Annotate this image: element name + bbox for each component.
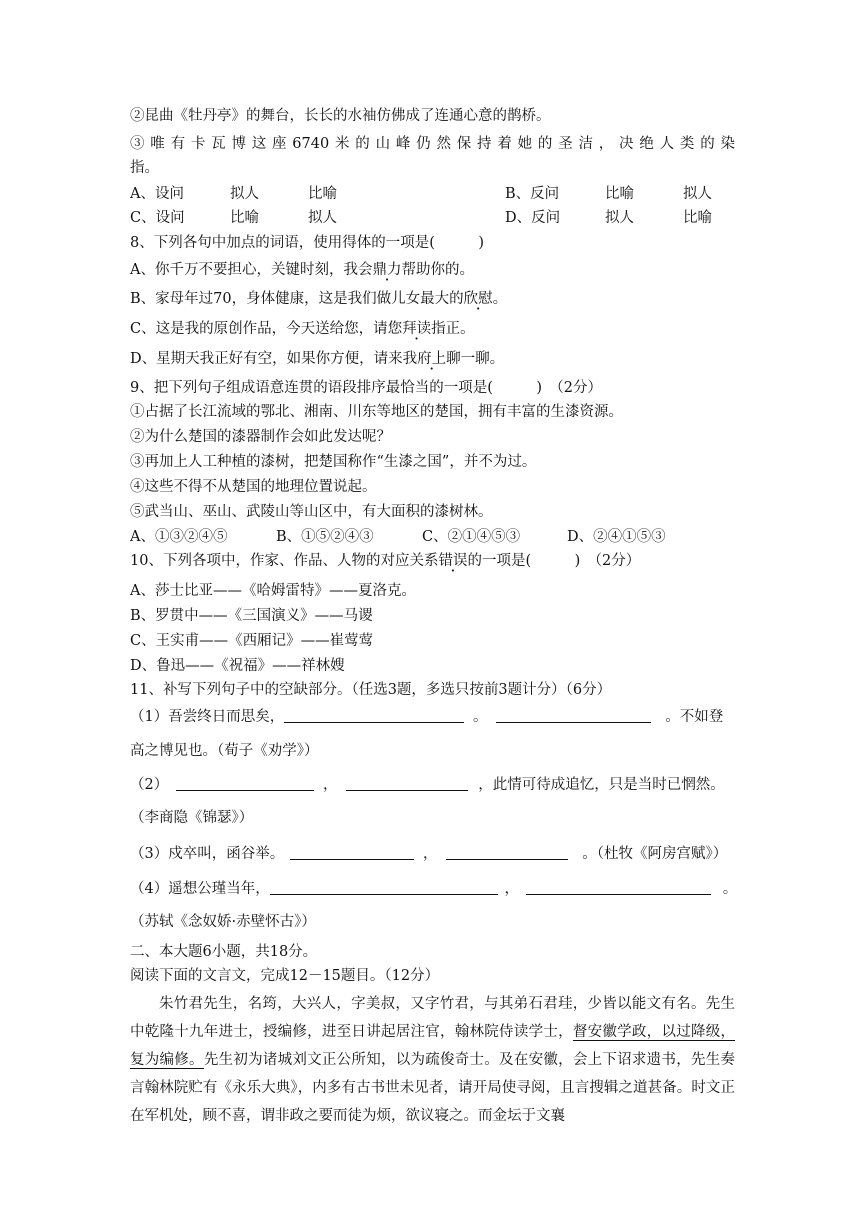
q7-sentence-2: ②昆曲《牡丹亭》的舞台，长长的水袖仿佛成了连通心意的鹊桥。	[130, 108, 551, 124]
q11-2-end: ，此情可待成追忆，只是当时已惘然。	[478, 777, 725, 793]
q9-sentence-2: ②为什么楚国的漆器制作会如此发达呢？	[130, 429, 391, 445]
classical-chinese-passage	[130, 990, 735, 1130]
q8-stem: 8、下列各句中加点的词语，使用得体的一项是( )	[130, 235, 485, 251]
q8-d-dotted-word: 府上	[417, 351, 447, 367]
q11-4-prompt: （4）遥想公瑾当年，	[130, 881, 270, 897]
q7-option-b-3: 拟人	[683, 186, 712, 202]
q8-option-b	[130, 289, 507, 309]
q9-sentence-1: ①占据了长江流域的鄂北、湘南、川东等地区的楚国，拥有丰富的生漆资源。	[130, 404, 623, 420]
q11-item-4-source: （苏轼《念奴娇·赤壁怀古》）	[130, 914, 316, 930]
q11-3-sep: ，	[422, 846, 438, 862]
q7-option-c-3: 拟人	[308, 210, 337, 226]
q11-item-2	[130, 775, 725, 795]
q9-option-c: C、②①④⑤③	[422, 529, 521, 545]
q7-sentence-3-cont: 指。	[130, 160, 159, 176]
q8-option-c	[130, 319, 475, 339]
q9-option-a: A、①③②④⑤	[130, 529, 228, 545]
q10-stem	[130, 551, 640, 571]
q7-option-c-2: 比喻	[230, 210, 259, 226]
q11-1-blank-1[interactable]	[284, 707, 464, 723]
q8-option-a	[130, 260, 474, 280]
q7-option-c: C、设问	[130, 210, 185, 226]
q7-option-d-3: 比喻	[683, 210, 712, 226]
q11-1-blank-2[interactable]	[496, 707, 651, 723]
q7-option-a: A、设问	[130, 186, 184, 202]
q8-b-dotted-word: 欣慰	[463, 291, 493, 307]
q11-3-end: 。（杜牧《阿房宫赋》）	[582, 846, 728, 862]
q7-option-b-2: 比喻	[605, 186, 634, 202]
q11-3-prompt: （3）戍卒叫，函谷举。	[130, 846, 285, 862]
q11-4-blank-1[interactable]	[270, 879, 498, 895]
q11-item-2-source: （李商隐《锦瑟》）	[130, 810, 254, 826]
q9-sentence-4: ④这些不得不从楚国的地理位置说起。	[130, 479, 377, 495]
q7-option-a-3: 比喻	[308, 186, 337, 202]
q11-item-1	[130, 707, 723, 727]
q8-c-text-end: 指正。	[431, 321, 475, 337]
q11-stem: 11、补写下列句子中的空缺部分。（任选3题，多选只按前3题计分）（6分）	[130, 682, 612, 698]
q11-2-prompt: （2）	[130, 777, 169, 793]
q8-a-text: A、你千万不要担心，关键时刻，我会	[130, 262, 373, 278]
q8-a-text-end: 帮助你的。	[401, 262, 474, 278]
q10-dotted-word: 错误	[438, 553, 468, 569]
q8-d-text-end: 聊一聊。	[446, 351, 505, 367]
q10-option-a: A、莎士比亚——《哈姆雷特》——夏洛克。	[130, 583, 416, 599]
q8-b-text-end: 。	[492, 291, 508, 307]
q11-4-sep: ，	[504, 881, 519, 897]
section-2-title: 二、本大题6小题，共18分。	[130, 944, 318, 960]
q11-2-sep: ，	[322, 777, 338, 793]
q11-item-1-source: 高之博见也。（荀子《劝学》）	[130, 743, 319, 759]
q11-item-4	[130, 879, 737, 899]
passage-text-1: 朱竹君先生，名筠，大兴人，字美叔，又字竹君，与其弟石君珪，少皆以能文有名。先生中乾隆十九年进士，授编修，进至日讲起居注官，翰林院侍读学士，	[130, 996, 735, 1040]
q11-1-prompt: （1）吾尝终日而思矣，	[130, 709, 285, 725]
q8-c-text: C、这是我的原创作品，今天送给您，请您	[130, 321, 403, 337]
q7-option-a-2: 拟人	[230, 186, 259, 202]
q11-2-blank-2[interactable]	[346, 775, 468, 791]
q11-3-blank-2[interactable]	[446, 844, 568, 860]
passage-text-2: 先生初为诸城刘文正公所知，以为疏俊奇士。及在安徽，会上下诏求遗书，先生奏言翰林院贮有《永乐大典》，内多有古书世未见者，请开局使寻阅，且言搜辑之道甚备。时文正在军机处，顾不喜，谓非政之要而徒为烦，欲议寝之。而金坛于文襄	[130, 1052, 735, 1124]
q8-a-dotted-word: 鼎力	[372, 262, 402, 278]
q9-option-d: D、②④①⑤③	[567, 529, 666, 545]
q11-1-sep: 。	[472, 709, 488, 725]
q7-sentence-3: ③唯有卡瓦博这座6740米的山峰仍然保持着她的圣洁，决绝人类的染	[130, 136, 735, 152]
q9-option-b: B、①⑤②④③	[276, 529, 374, 545]
passage-underlined-sentence: 督安徽学政，以过降级，复为编修。	[130, 1024, 735, 1068]
q8-c-dotted-word: 拜读	[402, 321, 432, 337]
q11-4-end: 。	[722, 881, 738, 897]
q10-option-d: D、鲁迅——《祝福》——祥林嫂	[130, 658, 345, 674]
q9-sentence-5: ⑤武当山、巫山、武陵山等山区中，有大面积的漆树林。	[130, 504, 493, 520]
q9-stem: 9、把下列句子组成语意连贯的语段排序最恰当的一项是( ) （2分）	[130, 380, 603, 396]
q11-4-blank-2[interactable]	[526, 879, 711, 895]
q10-option-b: B、罗贯中——《三国演义》——马谡	[130, 608, 373, 624]
section-2-intro: 阅读下面的文言文，完成12－15题目。（12分）	[130, 968, 440, 984]
q7-option-d: D、反问	[505, 210, 561, 226]
q7-option-d-2: 拟人	[605, 210, 634, 226]
q11-item-3	[130, 844, 727, 864]
q10-stem-end: 的一项是( ) （2分）	[467, 553, 641, 569]
q10-option-c: C、王实甫——《西厢记》——崔莺莺	[130, 633, 374, 649]
q8-option-d	[130, 349, 504, 369]
q8-d-text: D、星期天我正好有空，如果你方便，请来我	[130, 351, 418, 367]
q11-3-blank-1[interactable]	[290, 844, 414, 860]
q9-sentence-3: ③再加上人工种植的漆树，把楚国称作“生漆之国”，并不为过。	[130, 454, 537, 470]
q11-1-end: 。不如登	[665, 709, 724, 725]
q7-option-b: B、反问	[505, 186, 560, 202]
q8-b-text: B、家母年过70，身体健康，这是我们做儿女最大的	[130, 291, 464, 307]
q11-2-blank-1[interactable]	[176, 775, 314, 791]
q10-stem-text: 10、下列各项中，作家、作品、人物的对应关系	[130, 553, 439, 569]
